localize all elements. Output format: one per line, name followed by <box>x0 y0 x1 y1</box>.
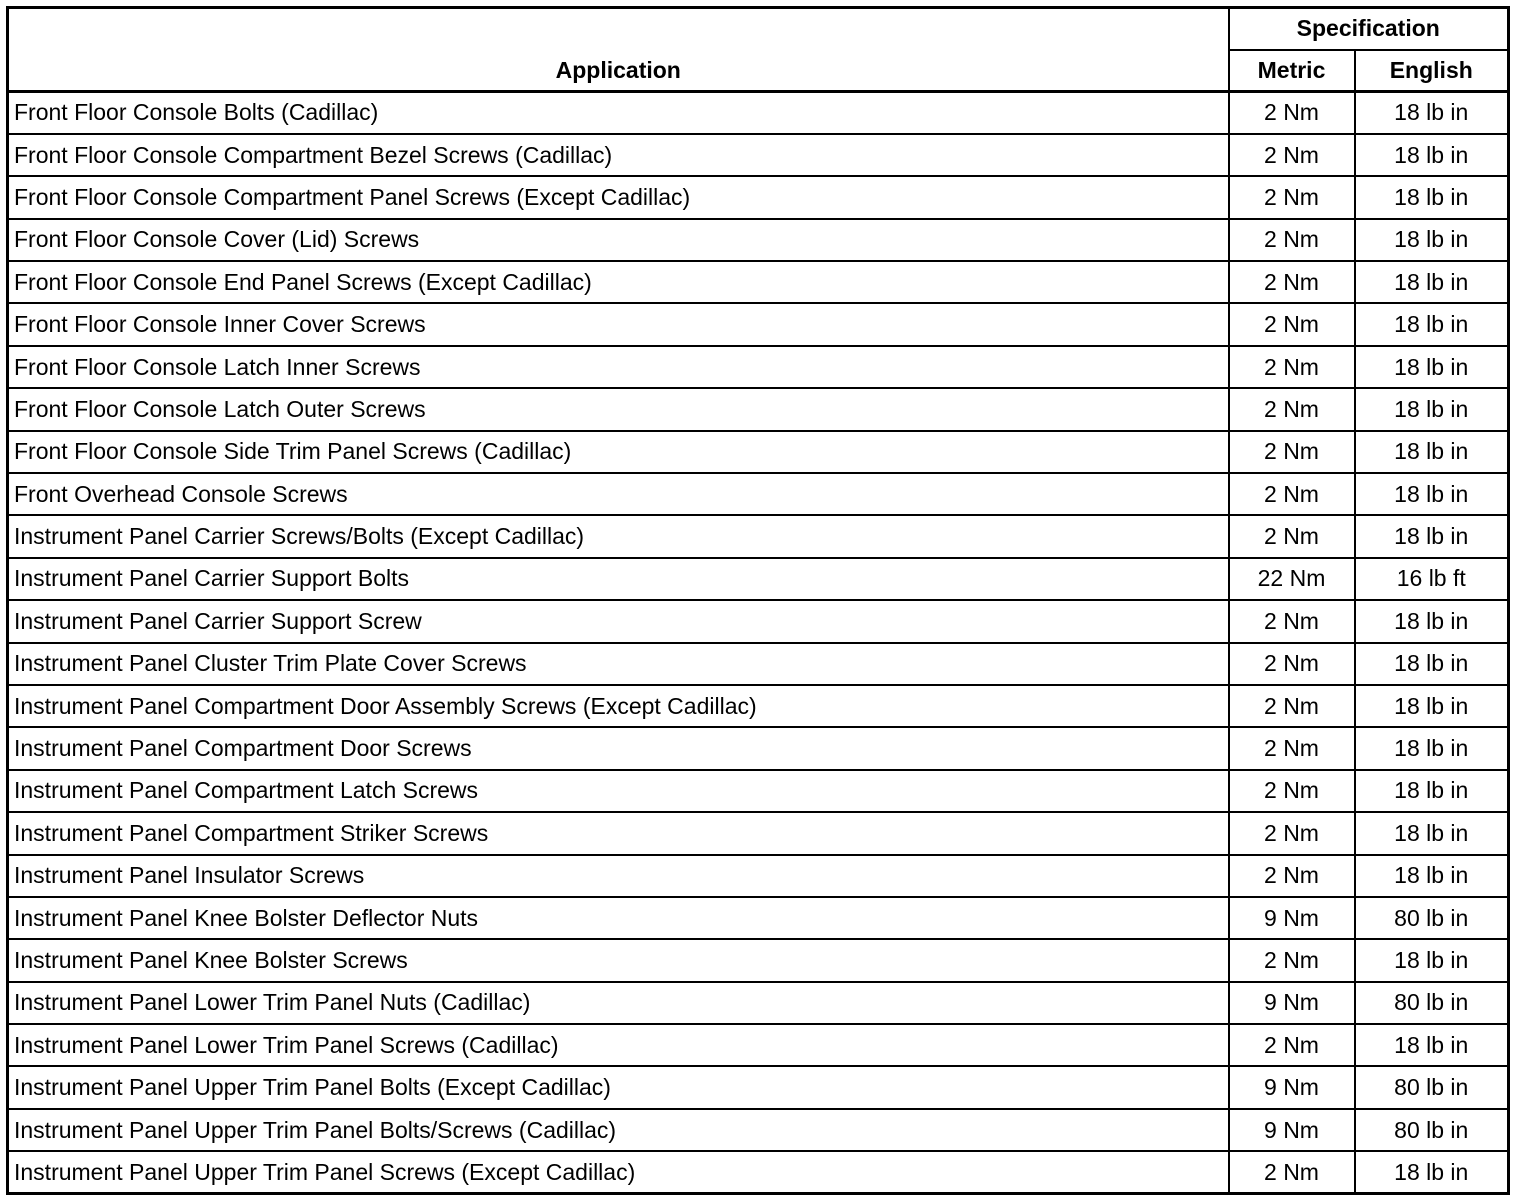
table-row <box>8 939 1509 981</box>
application-cell: Front Floor Console Bolts (Cadillac) <box>8 92 1229 134</box>
metric-cell: 9 Nm <box>1229 1066 1355 1108</box>
application-cell: Instrument Panel Carrier Support Screw <box>8 600 1229 642</box>
metric-cell: 9 Nm <box>1229 1109 1355 1151</box>
metric-cell: 2 Nm <box>1229 600 1355 642</box>
application-cell: Instrument Panel Upper Trim Panel Bolts/Screws (Cadillac) <box>8 1109 1229 1151</box>
torque-spec-table <box>6 6 1510 1195</box>
table-row <box>8 346 1509 388</box>
table-row <box>8 515 1509 557</box>
application-cell: Front Floor Console Latch Outer Screws <box>8 388 1229 430</box>
application-cell: Instrument Panel Upper Trim Panel Screws (Except Cadillac) <box>8 1151 1229 1193</box>
english-cell: 18 lb in <box>1355 388 1509 430</box>
table-row <box>8 176 1509 218</box>
english-cell: 18 lb in <box>1355 346 1509 388</box>
metric-cell: 2 Nm <box>1229 727 1355 769</box>
english-cell: 80 lb in <box>1355 982 1509 1024</box>
english-cell: 18 lb in <box>1355 1151 1509 1193</box>
metric-cell: 2 Nm <box>1229 219 1355 261</box>
application-cell: Front Floor Console Latch Inner Screws <box>8 346 1229 388</box>
table-row <box>8 431 1509 473</box>
english-cell: 80 lb in <box>1355 897 1509 939</box>
metric-cell: 2 Nm <box>1229 643 1355 685</box>
application-cell: Front Overhead Console Screws <box>8 473 1229 515</box>
metric-cell: 2 Nm <box>1229 261 1355 303</box>
english-cell: 18 lb in <box>1355 1024 1509 1066</box>
english-cell: 18 lb in <box>1355 92 1509 134</box>
metric-cell: 2 Nm <box>1229 812 1355 854</box>
application-cell: Front Floor Console Compartment Panel Screws (Except Cadillac) <box>8 176 1229 218</box>
english-cell: 18 lb in <box>1355 855 1509 897</box>
table-row <box>8 770 1509 812</box>
metric-cell: 2 Nm <box>1229 388 1355 430</box>
metric-cell: 2 Nm <box>1229 303 1355 345</box>
application-cell: Instrument Panel Knee Bolster Screws <box>8 939 1229 981</box>
application-cell: Instrument Panel Compartment Striker Screws <box>8 812 1229 854</box>
metric-cell: 2 Nm <box>1229 515 1355 557</box>
application-cell: Front Floor Console Compartment Bezel Screws (Cadillac) <box>8 134 1229 176</box>
application-cell: Instrument Panel Lower Trim Panel Nuts (Cadillac) <box>8 982 1229 1024</box>
application-cell: Front Floor Console End Panel Screws (Except Cadillac) <box>8 261 1229 303</box>
table-row <box>8 1109 1509 1151</box>
metric-cell: 2 Nm <box>1229 473 1355 515</box>
header-row-top <box>8 8 1509 50</box>
metric-cell: 2 Nm <box>1229 1024 1355 1066</box>
application-cell: Front Floor Console Side Trim Panel Screws (Cadillac) <box>8 431 1229 473</box>
english-cell: 18 lb in <box>1355 134 1509 176</box>
application-cell: Instrument Panel Carrier Support Bolts <box>8 558 1229 600</box>
application-cell: Front Floor Console Inner Cover Screws <box>8 303 1229 345</box>
application-column-header: Application <box>8 8 1229 92</box>
english-cell: 18 lb in <box>1355 812 1509 854</box>
table-row <box>8 558 1509 600</box>
table-row <box>8 600 1509 642</box>
metric-cell: 2 Nm <box>1229 855 1355 897</box>
table-row <box>8 134 1509 176</box>
english-cell: 18 lb in <box>1355 600 1509 642</box>
english-cell: 18 lb in <box>1355 473 1509 515</box>
table-row <box>8 643 1509 685</box>
specification-group-header: Specification <box>1229 8 1509 50</box>
application-cell: Instrument Panel Insulator Screws <box>8 855 1229 897</box>
english-cell: 80 lb in <box>1355 1109 1509 1151</box>
metric-cell: 22 Nm <box>1229 558 1355 600</box>
english-column-header: English <box>1355 50 1509 92</box>
english-cell: 18 lb in <box>1355 685 1509 727</box>
table-row <box>8 473 1509 515</box>
english-cell: 18 lb in <box>1355 261 1509 303</box>
english-cell: 18 lb in <box>1355 176 1509 218</box>
table-row <box>8 1066 1509 1108</box>
application-cell: Instrument Panel Cluster Trim Plate Cover Screws <box>8 643 1229 685</box>
table-header <box>8 8 1509 92</box>
table-row <box>8 303 1509 345</box>
application-cell: Instrument Panel Lower Trim Panel Screws (Cadillac) <box>8 1024 1229 1066</box>
application-cell: Instrument Panel Upper Trim Panel Bolts (Except Cadillac) <box>8 1066 1229 1108</box>
table-body <box>8 92 1509 1194</box>
table-row <box>8 897 1509 939</box>
metric-cell: 2 Nm <box>1229 346 1355 388</box>
application-cell: Instrument Panel Compartment Door Assembly Screws (Except Cadillac) <box>8 685 1229 727</box>
table-row <box>8 855 1509 897</box>
metric-cell: 9 Nm <box>1229 897 1355 939</box>
application-cell: Instrument Panel Knee Bolster Deflector Nuts <box>8 897 1229 939</box>
application-cell: Instrument Panel Carrier Screws/Bolts (Except Cadillac) <box>8 515 1229 557</box>
english-cell: 18 lb in <box>1355 303 1509 345</box>
english-cell: 18 lb in <box>1355 643 1509 685</box>
english-cell: 18 lb in <box>1355 219 1509 261</box>
metric-cell: 2 Nm <box>1229 770 1355 812</box>
metric-cell: 2 Nm <box>1229 92 1355 134</box>
application-cell: Front Floor Console Cover (Lid) Screws <box>8 219 1229 261</box>
table-row <box>8 219 1509 261</box>
table-row <box>8 727 1509 769</box>
metric-cell: 2 Nm <box>1229 1151 1355 1193</box>
english-cell: 18 lb in <box>1355 939 1509 981</box>
table-row <box>8 812 1509 854</box>
english-cell: 18 lb in <box>1355 431 1509 473</box>
english-cell: 18 lb in <box>1355 515 1509 557</box>
table-row <box>8 1024 1509 1066</box>
table-row <box>8 388 1509 430</box>
metric-cell: 2 Nm <box>1229 176 1355 218</box>
metric-cell: 2 Nm <box>1229 431 1355 473</box>
metric-cell: 2 Nm <box>1229 685 1355 727</box>
english-cell: 18 lb in <box>1355 770 1509 812</box>
metric-cell: 9 Nm <box>1229 982 1355 1024</box>
english-cell: 18 lb in <box>1355 727 1509 769</box>
metric-column-header: Metric <box>1229 50 1355 92</box>
english-cell: 80 lb in <box>1355 1066 1509 1108</box>
table-row <box>8 685 1509 727</box>
metric-cell: 2 Nm <box>1229 134 1355 176</box>
table-row <box>8 92 1509 134</box>
table-row <box>8 982 1509 1024</box>
english-cell: 16 lb ft <box>1355 558 1509 600</box>
table-row <box>8 261 1509 303</box>
application-cell: Instrument Panel Compartment Door Screws <box>8 727 1229 769</box>
table-row <box>8 1151 1509 1193</box>
metric-cell: 2 Nm <box>1229 939 1355 981</box>
application-cell: Instrument Panel Compartment Latch Screws <box>8 770 1229 812</box>
